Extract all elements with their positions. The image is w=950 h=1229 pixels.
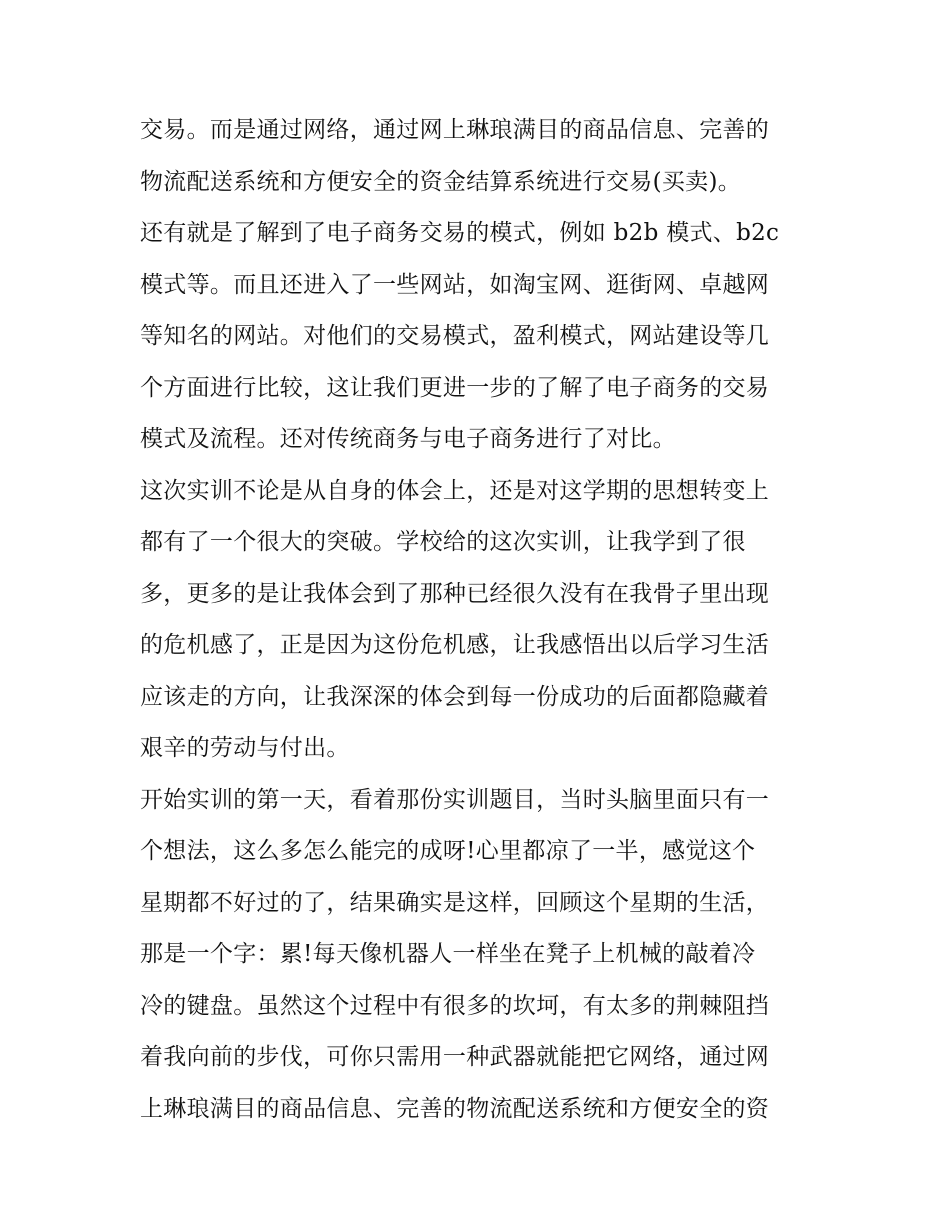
text-line: 着我向前的步伐，可你只需用一种武器就能把它网络，通过网 [140,1044,770,1070]
text-line: 艰辛的劳动与付出。 [140,735,350,761]
text-line: 交易。而是通过网络，通过网上琳琅满目的商品信息、完善的 [140,117,770,143]
text-line: 那是一个字：累!每天像机器人一样坐在凳子上机械的敲着冷 [140,941,756,967]
text-line: 冷的键盘。虽然这个过程中有很多的坎坷，有太多的荆棘阻挡 [140,992,770,1019]
text-line: 模式及流程。还对传统商务与电子商务进行了对比。 [140,426,676,452]
text-line: 模式等。而且还进入了一些网站，如淘宝网、逛街网、卓越网 [140,271,770,298]
text-line: 开始实训的第一天，看着那份实训题目，当时头脑里面只有一 [140,786,770,813]
text-line: 物流配送系统和方便安全的资金结算系统进行交易(买卖)。 [140,168,742,195]
text-line: 个方面进行比较，这让我们更进一步的了解了电子商务的交易 [140,374,770,401]
text-line: 还有就是了解到了电子商务交易的模式，例如 b2b 模式、b2c [140,220,780,246]
text-line: 上琳琅满目的商品信息、完善的物流配送系统和方便安全的资 [140,1095,770,1122]
text-line: 的危机感了，正是因为这份危机感，让我感悟出以后学习生活 [140,632,770,658]
text-line: 都有了一个很大的突破。学校给的这次实训，让我学到了很 [140,529,746,555]
text-line: 星期都不好过的了，结果确实是这样，回顾这个星期的生活， [140,889,770,916]
text-line: 个想法，这么多怎么能完的成呀!心里都凉了一半，感觉这个 [140,838,756,864]
text-line: 这次实训不论是从自身的体会上，还是对这学期的思想转变上 [140,477,770,504]
document-body [140,107,820,1137]
text-line: 多，更多的是让我体会到了那种已经很久没有在我骨子里出现 [140,580,770,607]
text-line: 应该走的方向，让我深深的体会到每一份成功的后面都隐藏着 [140,683,770,710]
text-line: 等知名的网站。对他们的交易模式，盈利模式，网站建设等几 [140,323,770,349]
